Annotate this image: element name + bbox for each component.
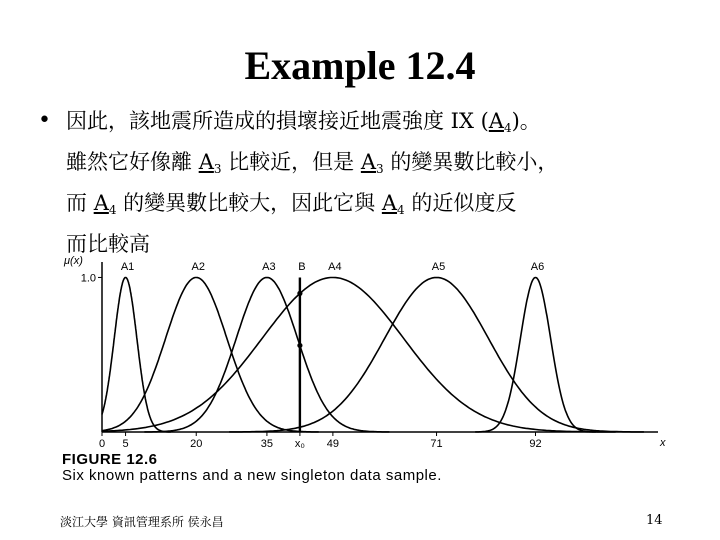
- curve-label-a4: A4: [328, 261, 342, 273]
- figure-caption: [62, 452, 442, 484]
- figure-caption-title: FIGURE 12.6: [62, 451, 158, 468]
- figure-caption-text: Six known patterns and a new singleton data sample.: [62, 467, 442, 484]
- x-tick-label: 49: [326, 438, 340, 450]
- curve-label-a5: A5: [431, 261, 446, 273]
- paragraph-line-3: 而 $A_4$ 的變異數比較大，因此它與 $A_4$ 的近似度反: [66, 191, 517, 217]
- curve-label-a1: A1: [120, 261, 135, 273]
- x-tick-label: 92: [529, 438, 542, 450]
- paragraph-line-4: 而比較高: [66, 232, 150, 256]
- curve-a2: [102, 278, 319, 432]
- curve-a5: [229, 278, 644, 432]
- curve-label-a2: A2: [191, 261, 205, 273]
- intersection-point-a3: [297, 343, 302, 348]
- x-tick-label: 20: [190, 438, 203, 450]
- page-number: 14: [646, 513, 663, 528]
- footer-institution: 淡江大學 資訊管理系所 侯永昌: [60, 515, 224, 529]
- curve-a3: [144, 278, 389, 432]
- slide-title: Example 12.4: [244, 43, 476, 88]
- singleton-label: B: [298, 261, 306, 273]
- curve-label-a6: A6: [530, 261, 545, 273]
- y-tick-label: 1.0: [80, 272, 96, 285]
- x-tick-label: 35: [260, 438, 274, 450]
- curve-a6: [475, 278, 596, 432]
- x-tick-label: x₀: [294, 438, 305, 450]
- membership-function-chart: [58, 250, 668, 450]
- x-axis-label: x: [660, 437, 666, 449]
- x-tick-label: 0: [98, 438, 106, 450]
- x-tick-label: 5: [122, 438, 129, 450]
- bullet-marker: •: [38, 108, 51, 133]
- intersection-point-a4: [297, 291, 302, 296]
- x-tick-label: 71: [430, 438, 443, 450]
- paragraph-line-1: 因此，該地震所造成的損壞接近地震強度 IX $(A_4)$。: [66, 109, 541, 135]
- y-axis-label: μ(x): [64, 255, 83, 267]
- paragraph-line-2: 雖然它好像離 $A_3$ 比較近，但是 $A_3$ 的變異數比較小，: [66, 150, 559, 176]
- curve-label-a3: A3: [262, 261, 276, 273]
- bullet-paragraph: [66, 104, 716, 261]
